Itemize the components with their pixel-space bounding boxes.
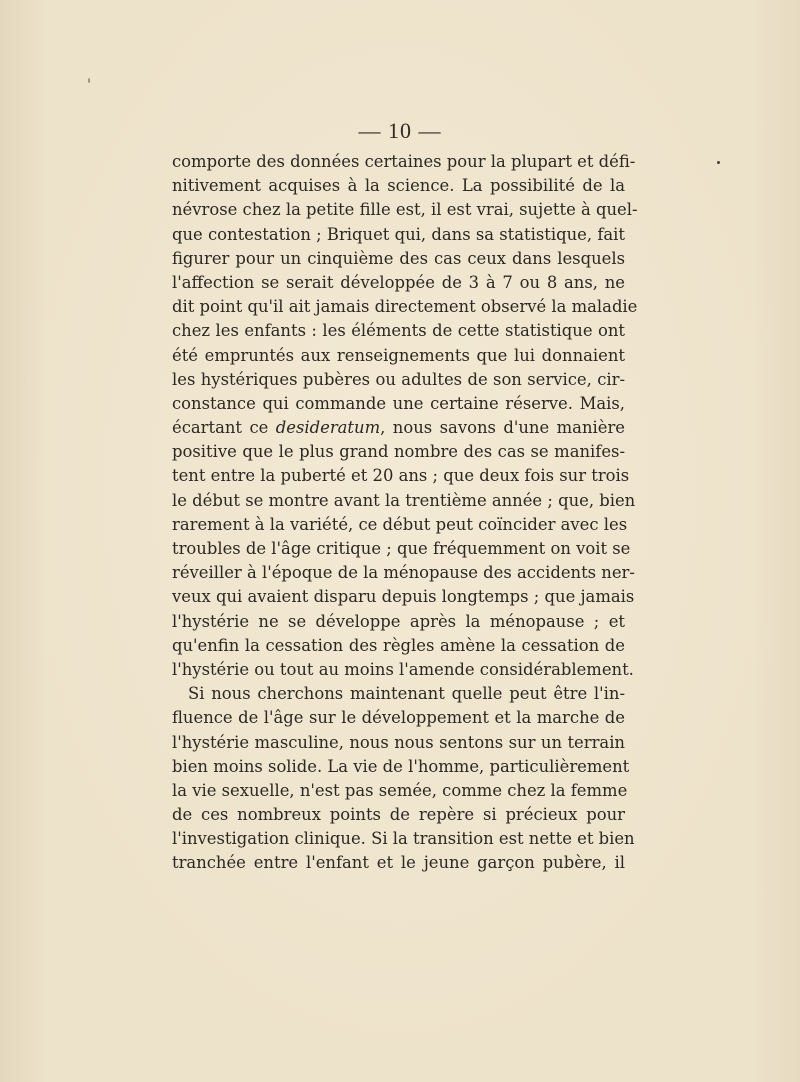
text-line: Si nous cherchons maintenant quelle peut être l'in- (188, 684, 625, 704)
text-line: écartant ce desideratum, nous savons d'une manière (172, 418, 625, 438)
text-line: tent entre la puberté et 20 ans ; que deux fois sur trois (172, 466, 630, 486)
text-line: figurer pour un cinquième des cas ceux dans lesquels (172, 248, 625, 268)
text-line: que contestation ; Briquet qui, dans sa statistique, fait (172, 224, 625, 244)
text-line: veux qui avaient disparu depuis longtemps ; que jamais (172, 587, 635, 607)
text-line: tranchée entre l'enfant et le jeune garçon pubère, il (172, 853, 625, 873)
text-line: nitivement acquises à la science. La possibilité de la (172, 176, 625, 196)
text-line: troubles de l'âge critique ; que fréquemment on voit se (172, 539, 631, 558)
text-line: l'hystérie ou tout au moins l'amende considérablement. (172, 659, 634, 679)
text-line: fluence de l'âge sur le développement et la marche de (172, 708, 625, 728)
text-line: qu'enfin la cessation des règles amène la cessation de (172, 635, 625, 655)
text-line: de ces nombreux points de repère si précieux pour (172, 805, 625, 825)
paper-speck (88, 78, 90, 83)
text-line: l'hystérie ne se développe après la ménopause ; et (172, 611, 625, 631)
text-line: l'investigation clinique. Si la transition est nette et bien (172, 829, 635, 849)
text-line: rarement à la variété, ce début peut coïncider avec les (172, 514, 628, 534)
text-line: dit point qu'il ait jamais directement observé la maladie (172, 297, 638, 317)
italic-term: desideratum (275, 418, 381, 438)
text-line: été empruntés aux renseignements que lui donnaient (172, 345, 625, 365)
text-line: névrose chez la petite fille est, il est vrai, sujette à quel- (172, 200, 638, 220)
paper-speck (717, 161, 720, 164)
text-line: réveiller à l'époque de la ménopause des accidents ner- (172, 563, 635, 583)
text-line: les hystériques pubères ou adultes de son service, cir- (172, 369, 625, 389)
text-line: la vie sexuelle, n'est pas semée, comme chez la femme (172, 780, 628, 800)
text-line: positive que le plus grand nombre des cas se manifes- (172, 442, 625, 462)
body-text (172, 150, 638, 876)
text-line: le début se montre avant la trentième année ; que, bien (172, 490, 636, 510)
page-number: — 10 — (358, 118, 442, 143)
text-line: constance qui commande une certaine réserve. Mais, (172, 393, 625, 413)
text-line: chez les enfants : les éléments de cette statistique ont (172, 321, 625, 341)
text-line: bien moins solide. La vie de l'homme, particulièrement (172, 756, 630, 776)
text-line: l'hystérie masculine, nous nous sentons sur un terrain (172, 732, 625, 752)
text-line: comporte des données certaines pour la plupart et défi- (172, 152, 636, 171)
text-line: l'affection se serait développée de 3 à 7 ou 8 ans, ne (172, 272, 625, 292)
